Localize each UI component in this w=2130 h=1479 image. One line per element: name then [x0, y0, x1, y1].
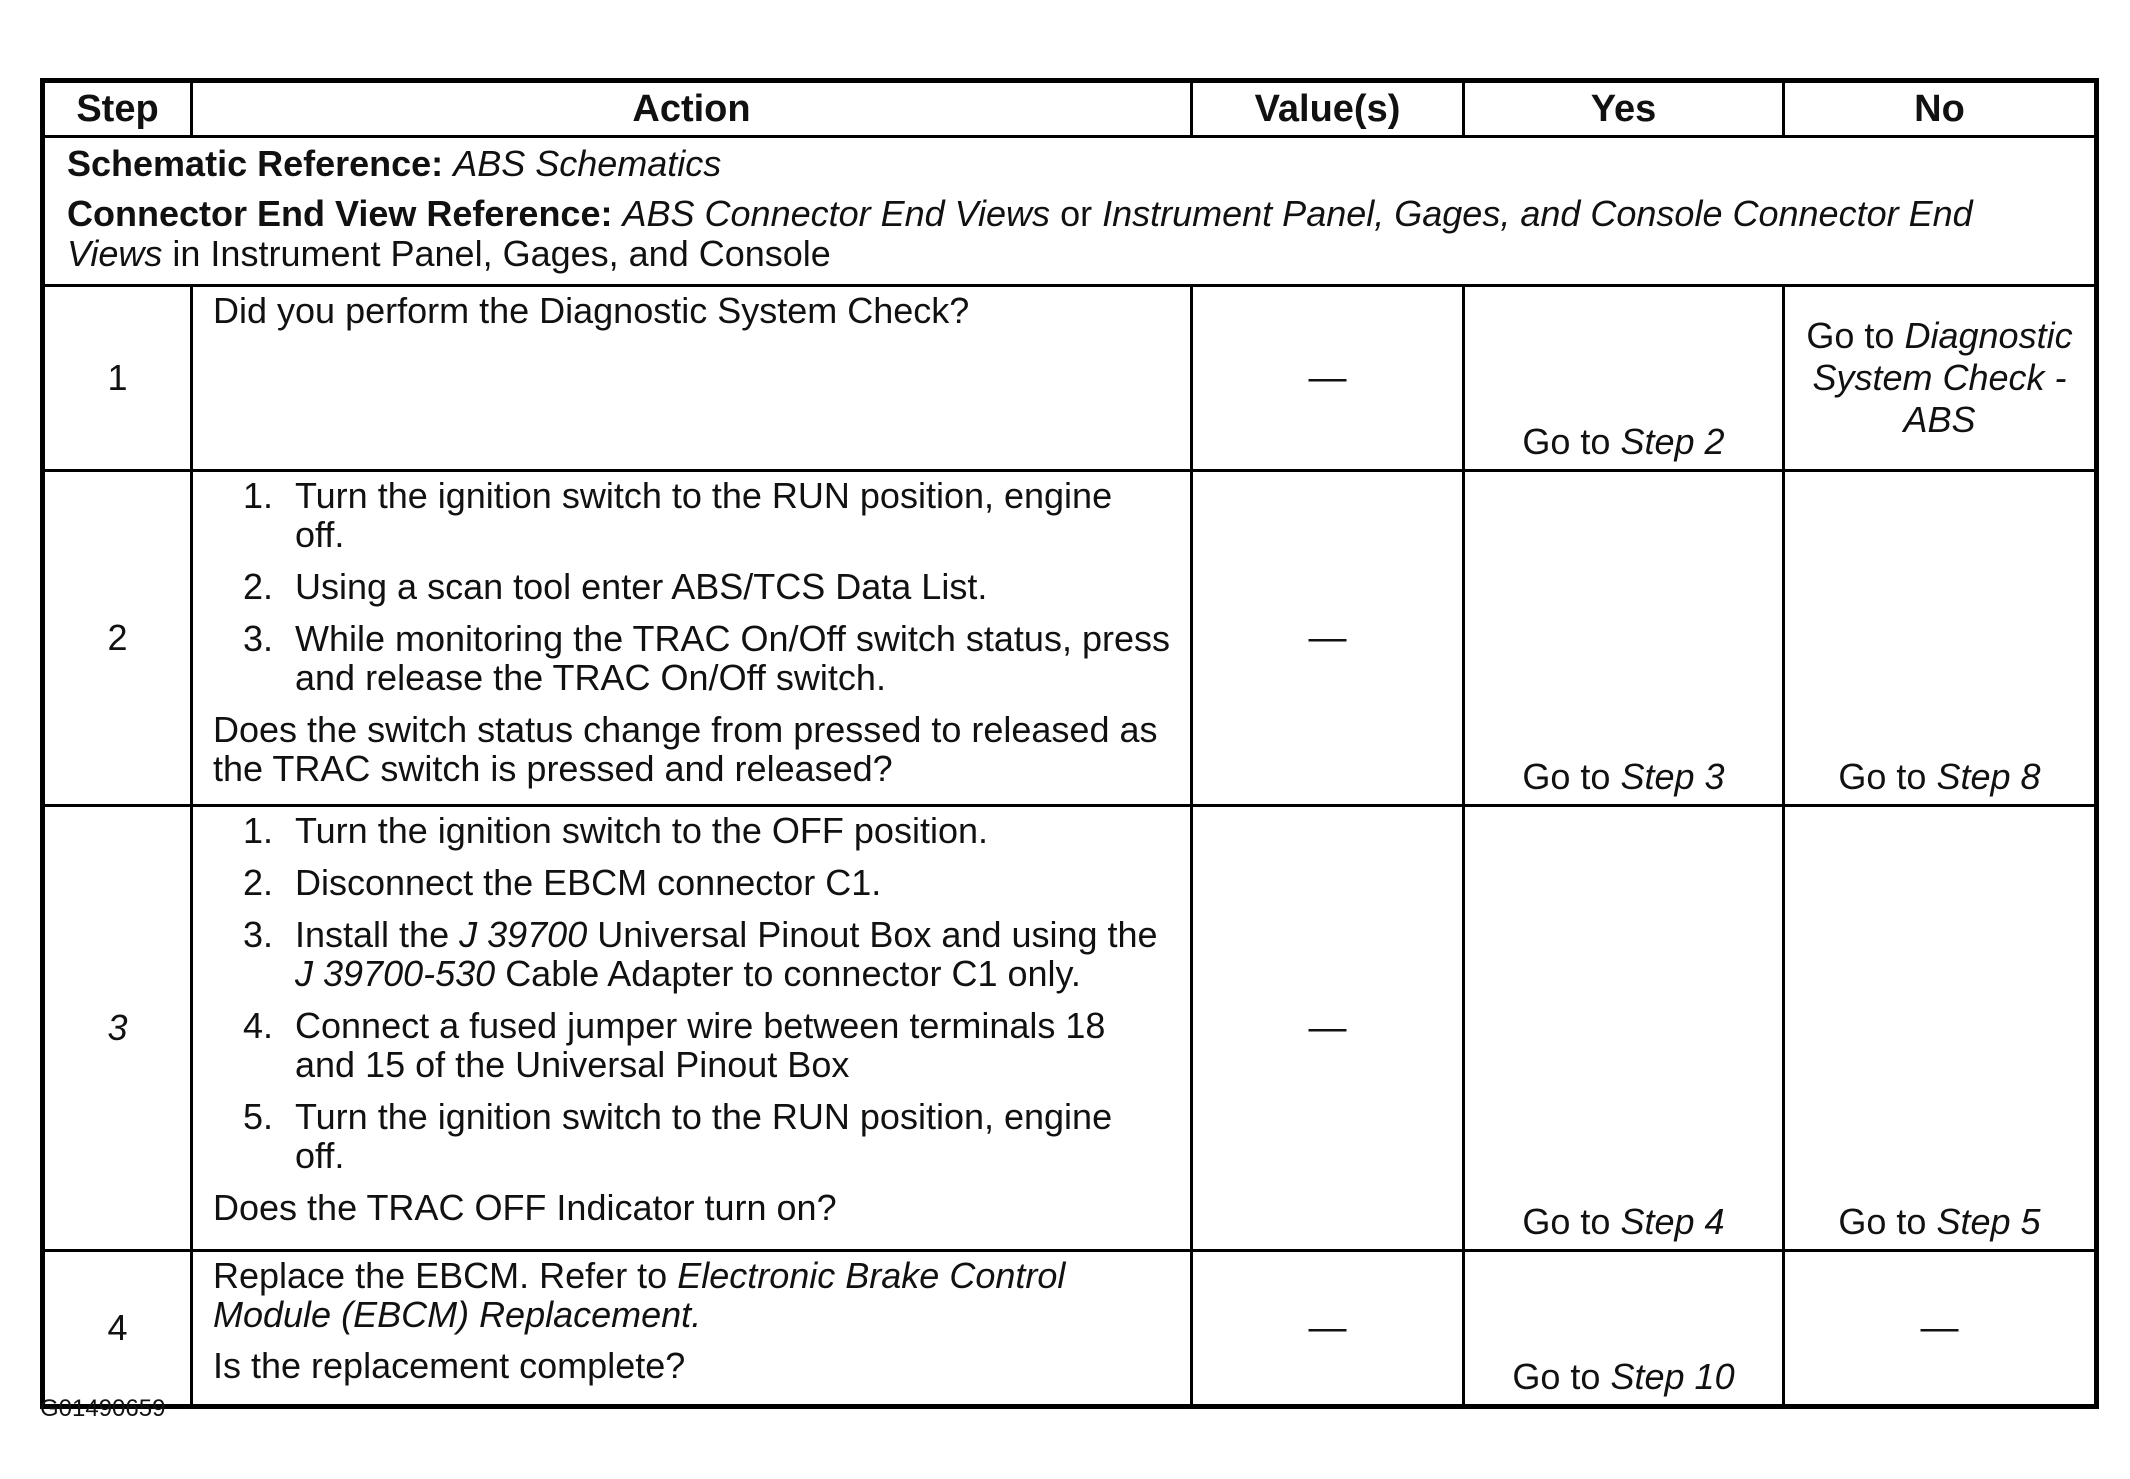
step-row-2 [43, 471, 2097, 806]
no-prefix: Go to [1806, 315, 1895, 356]
header-action: Action [192, 81, 1192, 137]
item-number: 3. [243, 914, 274, 955]
procedure-reference: Electronic Brake Control Module (EBCM) Replacement [213, 1255, 1066, 1335]
header-step: Step [43, 81, 192, 137]
tool-reference: J 39700 [459, 914, 588, 955]
no-cell [1784, 806, 2097, 1251]
value-cell: — [1192, 806, 1464, 1251]
value-cell: — [1192, 471, 1464, 806]
item-number: 4. [243, 1005, 274, 1046]
instruction-text: Replace the EBCM. Refer to [213, 1255, 668, 1296]
yes-prefix: Go to [1522, 1201, 1611, 1242]
yes-cell [1464, 806, 1784, 1251]
list-item [213, 1097, 1170, 1175]
item-text: Turn the ignition switch to the RUN position, engine off. [295, 475, 1113, 555]
reference-cell [43, 137, 2097, 286]
list-item [213, 567, 1170, 606]
action-cell [192, 471, 1192, 806]
yes-step-link: Step 4 [1620, 1201, 1725, 1242]
item-number: 5. [243, 1096, 274, 1137]
item-number: 2. [243, 862, 274, 903]
yes-cell [1464, 1251, 1784, 1407]
item-number: 3. [243, 618, 274, 659]
yes-cell [1464, 471, 1784, 806]
yes-step-link: Step 3 [1620, 756, 1725, 797]
header-yes: Yes [1464, 81, 1784, 137]
reference-row [43, 137, 2097, 286]
action-list [213, 811, 1170, 1175]
connector-in: in Instrument Panel, Gages, and Console [172, 233, 831, 274]
item-text: Disconnect the EBCM connector C1. [295, 862, 882, 903]
action-question: Does the TRAC OFF Indicator turn on? [213, 1187, 837, 1228]
item-text: Cable Adapter to connector C1 only. [505, 953, 1081, 994]
action-cell [192, 286, 1192, 471]
yes-prefix: Go to [1522, 421, 1611, 462]
item-text: Universal Pinout Box and using the [597, 914, 1158, 955]
list-item [213, 811, 1170, 850]
no-cell [1784, 286, 2097, 471]
connector-value-2: Instrument Panel, Gages, and Console Connector End Views [67, 193, 1973, 274]
item-text: Turn the ignition switch to the OFF position. [295, 810, 988, 851]
item-text: Using a scan tool enter ABS/TCS Data List. [295, 566, 988, 607]
item-text: While monitoring the TRAC On/Off switch status, press and release the TRAC On/Off switch. [295, 618, 1170, 698]
list-item [213, 915, 1170, 993]
schematic-value: ABS Schematics [453, 143, 722, 184]
instruction-end: . [691, 1294, 702, 1335]
tool-reference: J 39700-530 [295, 953, 496, 994]
diagnostic-table [40, 78, 2099, 1409]
step-row-3 [43, 806, 2097, 1251]
action-question: Is the replacement complete? [213, 1345, 686, 1386]
item-text: Connect a fused jumper wire between terminals 18 and 15 of the Universal Pinout Box [295, 1005, 1106, 1085]
item-number: 2. [243, 566, 274, 607]
schematic-label: Schematic Reference: [67, 143, 444, 184]
item-text: Turn the ignition switch to the RUN position, engine off. [295, 1096, 1113, 1176]
no-step-link: Step 8 [1936, 756, 2041, 797]
item-number: 1. [243, 475, 274, 516]
figure-code: G01490659 [40, 1395, 166, 1422]
item-text: Install the [295, 914, 450, 955]
no-cell [1784, 471, 2097, 806]
connector-label: Connector End View Reference: [67, 193, 613, 234]
step-number: 1 [43, 286, 192, 471]
value-cell: — [1192, 1251, 1464, 1407]
header-row [43, 81, 2097, 137]
yes-prefix: Go to [1512, 1356, 1601, 1397]
action-question: Did you perform the Diagnostic System Check? [213, 290, 970, 331]
no-prefix: Go to [1838, 756, 1927, 797]
schematic-reference [67, 144, 2072, 184]
no-step-link: Step 5 [1936, 1201, 2041, 1242]
connector-reference [67, 194, 2072, 274]
action-cell [192, 806, 1192, 1251]
step-number: 4 [43, 1251, 192, 1407]
list-item [213, 476, 1170, 554]
step-number-text: 3 [107, 1007, 128, 1048]
action-cell [192, 1251, 1192, 1407]
step-row-1 [43, 286, 2097, 471]
connector-value-1: ABS Connector End Views [622, 193, 1051, 234]
list-item [213, 619, 1170, 697]
no-step-link: Diagnostic System Check - ABS [1812, 315, 2073, 440]
list-item [213, 863, 1170, 902]
list-item [213, 1006, 1170, 1084]
step-row-4 [43, 1251, 2097, 1407]
step-number [43, 806, 192, 1251]
yes-prefix: Go to [1522, 756, 1611, 797]
header-no: No [1784, 81, 2097, 137]
yes-step-link: Step 2 [1620, 421, 1725, 462]
yes-step-link: Step 10 [1610, 1356, 1735, 1397]
no-cell: — [1784, 1251, 2097, 1407]
header-values: Value(s) [1192, 81, 1464, 137]
action-instruction [213, 1256, 1170, 1334]
action-question: Does the switch status change from pressed to released as the TRAC switch is pressed and released? [213, 709, 1158, 789]
item-number: 1. [243, 810, 274, 851]
action-list [213, 476, 1170, 697]
value-cell: — [1192, 286, 1464, 471]
connector-or: or [1060, 193, 1093, 234]
no-prefix: Go to [1838, 1201, 1927, 1242]
yes-cell [1464, 286, 1784, 471]
step-number: 2 [43, 471, 192, 806]
